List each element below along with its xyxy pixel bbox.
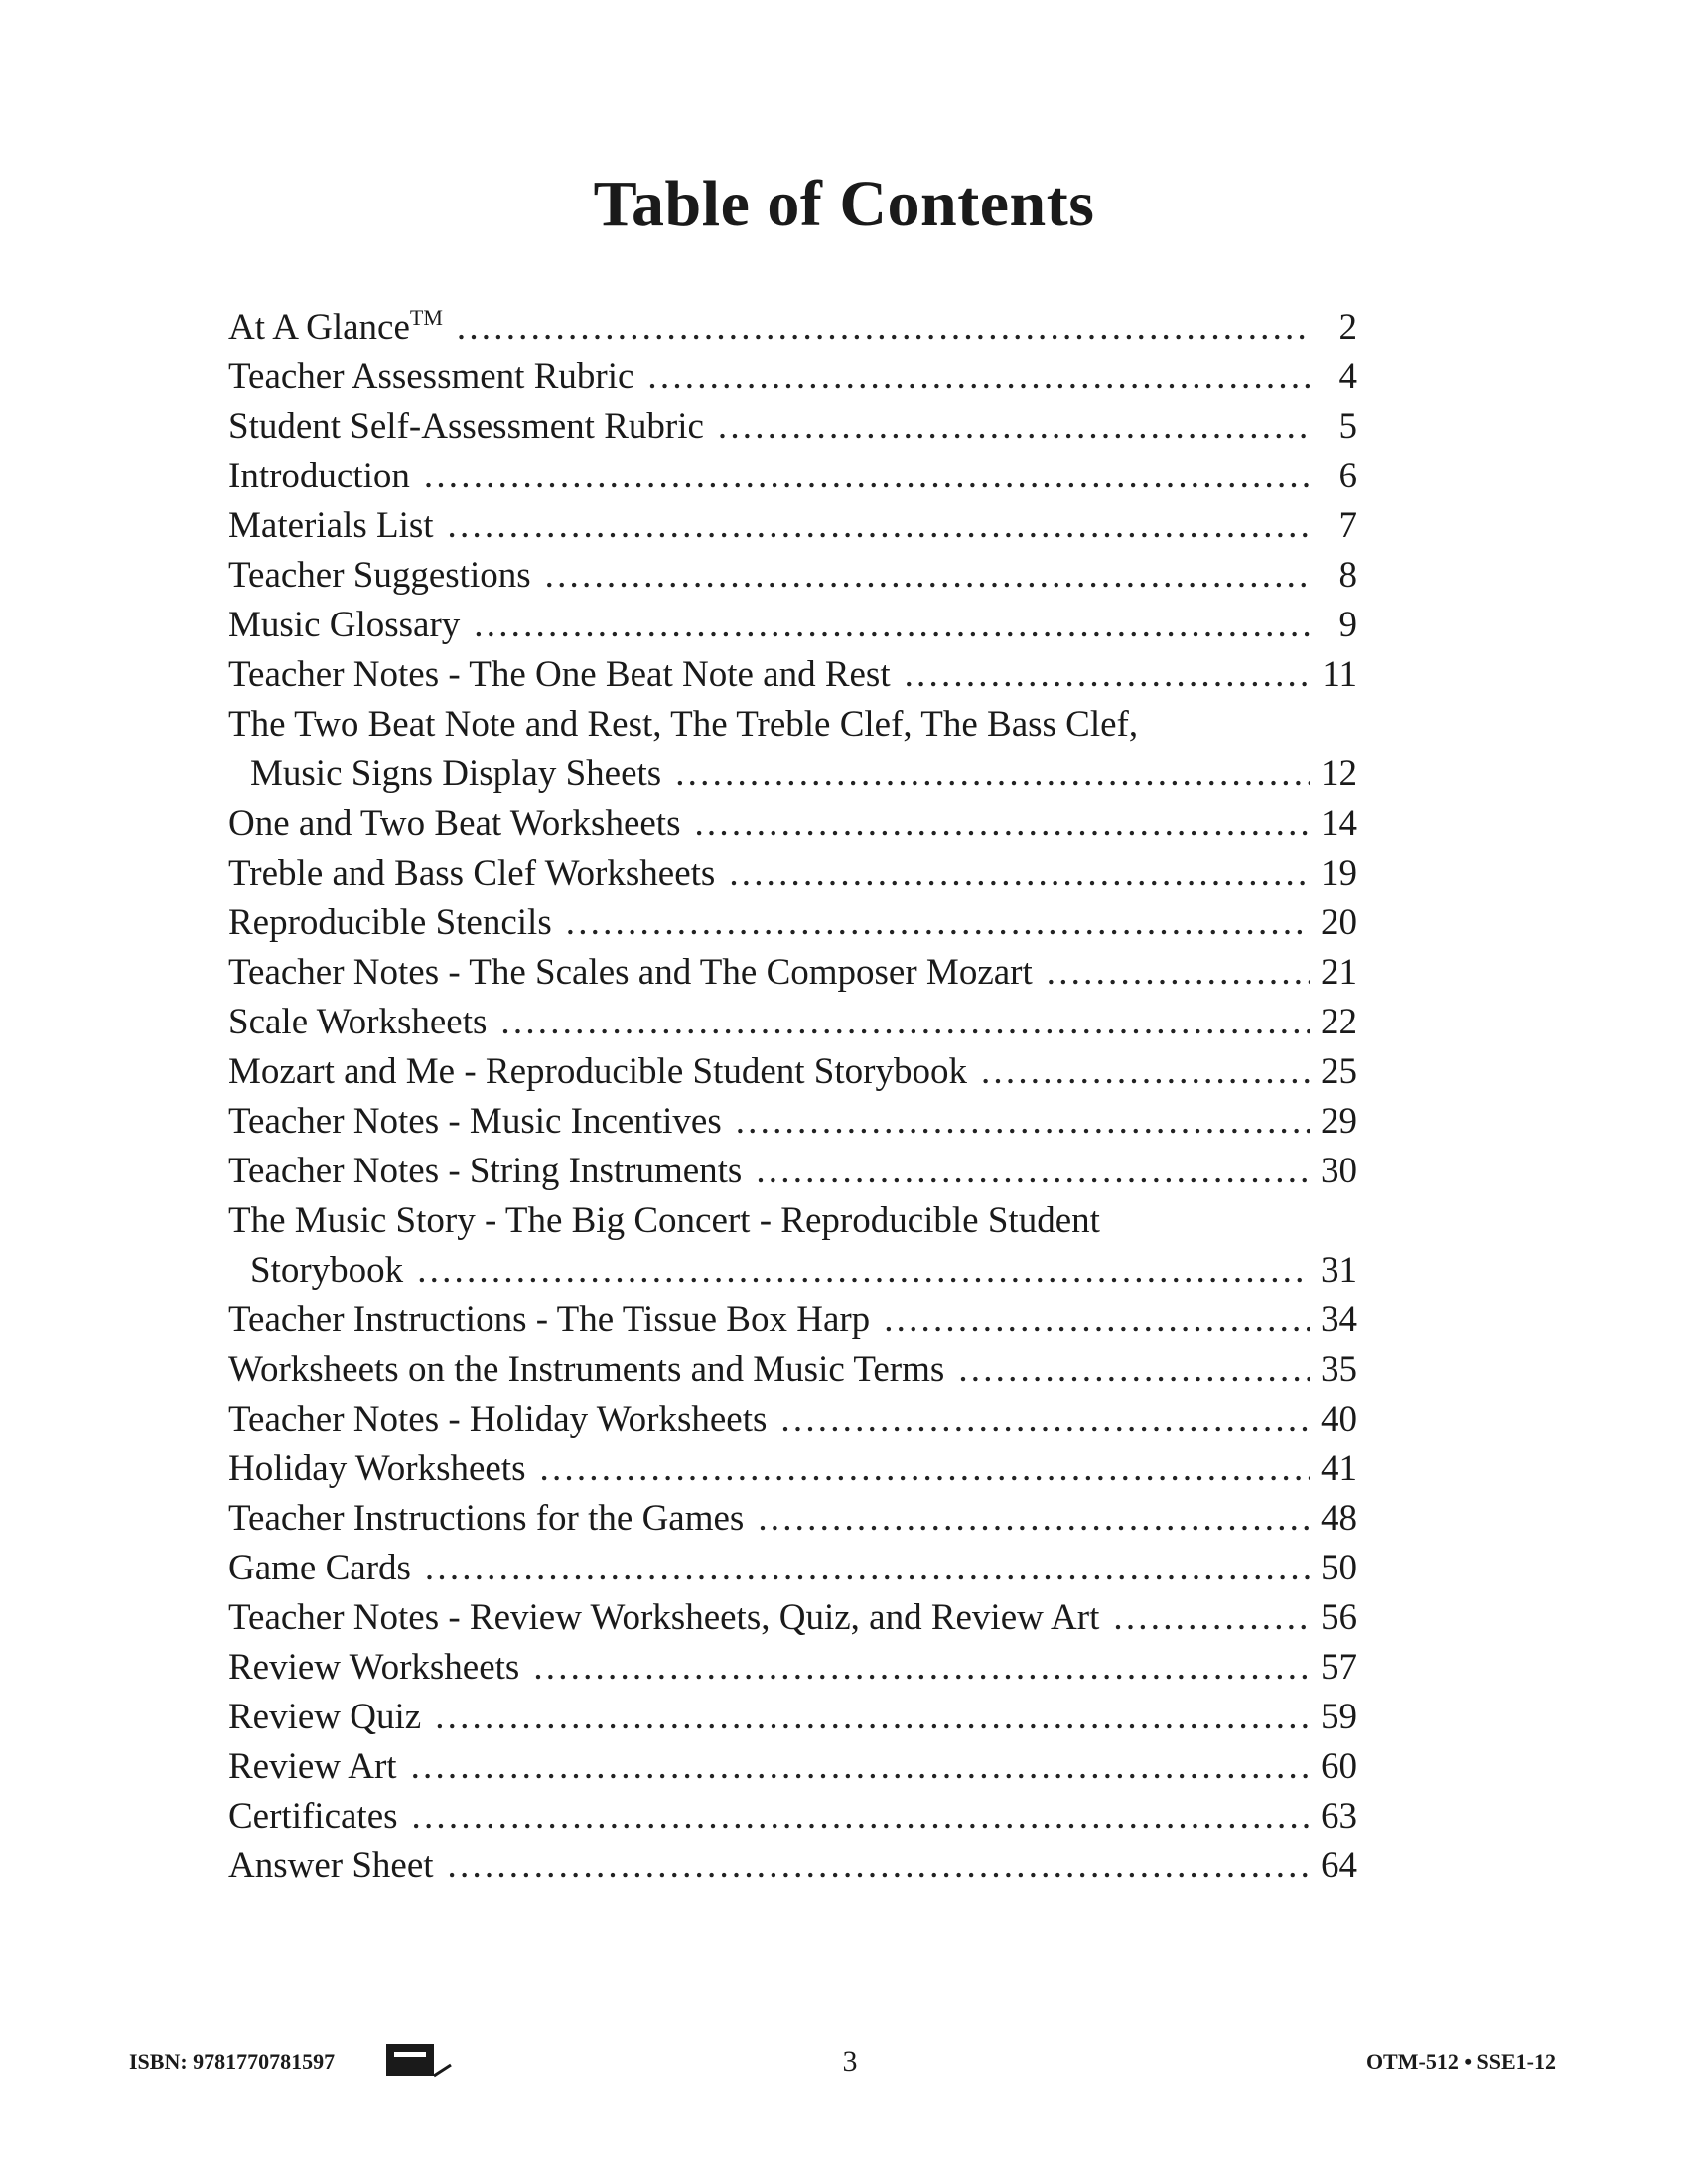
toc-entry-page: 50 bbox=[1321, 1548, 1357, 1588]
toc-entry-text: Materials List bbox=[228, 505, 434, 546]
toc-entry[interactable] bbox=[228, 1395, 1357, 1444]
toc-entry[interactable] bbox=[228, 1792, 1357, 1842]
toc-entry-label bbox=[228, 948, 1047, 998]
page-title: Table of Contents bbox=[593, 168, 1095, 240]
toc-entry[interactable] bbox=[228, 303, 1357, 352]
dot-leader bbox=[457, 303, 1310, 352]
toc-entry-label bbox=[228, 1047, 981, 1097]
toc-entry[interactable] bbox=[228, 898, 1357, 948]
toc-entry-page: 2 bbox=[1338, 307, 1357, 347]
toc-entry-page: 56 bbox=[1321, 1597, 1357, 1638]
dot-leader bbox=[411, 1742, 1310, 1792]
toc-entry-text: One and Two Beat Worksheets bbox=[228, 803, 681, 844]
toc-entry-label bbox=[228, 849, 729, 898]
toc-entry-page: 11 bbox=[1322, 654, 1357, 695]
dot-leader bbox=[566, 898, 1310, 948]
toc-entry-label bbox=[228, 551, 545, 601]
toc-entry[interactable] bbox=[228, 1544, 1357, 1593]
toc-entry[interactable] bbox=[228, 1345, 1357, 1395]
toc-entry[interactable] bbox=[228, 501, 1357, 551]
toc-entry-text: Review Art bbox=[228, 1746, 397, 1787]
toc-entry-page: 25 bbox=[1321, 1051, 1357, 1092]
toc-entry-label bbox=[228, 1246, 417, 1296]
toc-entry-label: The Two Beat Note and Rest, The Treble Clef, The Bass Clef, bbox=[228, 704, 1139, 745]
toc-entry-text: Holiday Worksheets bbox=[228, 1448, 526, 1489]
dot-leader bbox=[1047, 948, 1310, 998]
toc-entry-text: Storybook bbox=[250, 1250, 404, 1291]
toc-entry[interactable] bbox=[228, 650, 1357, 700]
toc-entry-page: 9 bbox=[1338, 605, 1357, 645]
toc-entry-text: Teacher Notes - Music Incentives bbox=[228, 1101, 722, 1142]
toc-entry-label bbox=[228, 1544, 425, 1593]
toc-entry-page: 20 bbox=[1321, 902, 1357, 943]
toc-entry-label bbox=[228, 601, 474, 650]
dot-leader bbox=[424, 452, 1310, 501]
toc-entry-page: 8 bbox=[1338, 555, 1357, 596]
toc-entry[interactable] bbox=[228, 1097, 1357, 1147]
toc-entry[interactable] bbox=[228, 1742, 1357, 1792]
toc-entry-text: Introduction bbox=[228, 456, 410, 496]
toc-entry-page: 40 bbox=[1321, 1399, 1357, 1439]
toc-entry-text: Student Self-Assessment Rubric bbox=[228, 406, 704, 447]
toc-entry-text: Teacher Notes - Holiday Worksheets bbox=[228, 1399, 768, 1439]
toc-entry-page: 35 bbox=[1321, 1349, 1357, 1390]
toc-entry[interactable] bbox=[228, 1494, 1357, 1544]
toc-entry[interactable] bbox=[228, 1047, 1357, 1097]
toc-entry-text: Music Signs Display Sheets bbox=[250, 753, 662, 794]
toc-entry-label bbox=[228, 501, 448, 551]
dot-leader bbox=[884, 1296, 1310, 1345]
dot-leader bbox=[675, 750, 1310, 799]
toc-entry-text: Teacher Notes - String Instruments bbox=[228, 1151, 743, 1191]
toc-entry-page: 14 bbox=[1321, 803, 1357, 844]
toc-entry-text: Review Quiz bbox=[228, 1697, 422, 1737]
toc-entry-page: 30 bbox=[1321, 1151, 1357, 1191]
toc-entry-page: 5 bbox=[1338, 406, 1357, 447]
toc-entry[interactable] bbox=[228, 799, 1357, 849]
dot-leader bbox=[448, 501, 1310, 551]
toc-entry-label bbox=[228, 1842, 448, 1891]
dot-leader bbox=[981, 1047, 1310, 1097]
toc-entry-page: 63 bbox=[1321, 1796, 1357, 1837]
isbn: ISBN: 9781770781597 bbox=[129, 2049, 336, 2074]
toc-entry[interactable] bbox=[228, 452, 1357, 501]
toc-entry-label bbox=[228, 1147, 756, 1196]
toc-entry-label bbox=[228, 402, 718, 452]
dot-leader bbox=[417, 1246, 1310, 1296]
toc-entry[interactable] bbox=[228, 1643, 1357, 1693]
toc-entry-page: 34 bbox=[1321, 1299, 1357, 1340]
toc-entry[interactable] bbox=[228, 1147, 1357, 1196]
toc-entry-page: 19 bbox=[1321, 853, 1357, 893]
toc-entry-page: 64 bbox=[1321, 1845, 1357, 1886]
toc-entry-text: Review Worksheets bbox=[228, 1647, 520, 1688]
toc-entry-page: 7 bbox=[1338, 505, 1357, 546]
toc-entry-label bbox=[228, 1792, 412, 1842]
toc-entry[interactable] bbox=[228, 352, 1357, 402]
dot-leader bbox=[533, 1643, 1310, 1693]
toc-entry-text: Teacher Notes - The Scales and The Composer Mozart bbox=[228, 952, 1033, 993]
toc-entry-page: 4 bbox=[1338, 356, 1357, 397]
dot-leader bbox=[718, 402, 1310, 452]
dot-leader bbox=[435, 1693, 1310, 1742]
toc-entry-page: 29 bbox=[1321, 1101, 1357, 1142]
toc-entry-label bbox=[228, 799, 694, 849]
dot-leader bbox=[425, 1544, 1310, 1593]
toc-entry-text: Music Glossary bbox=[228, 605, 461, 645]
toc-entry[interactable] bbox=[228, 1246, 1357, 1296]
toc-entry[interactable] bbox=[228, 1842, 1357, 1891]
toc-entry-page: 31 bbox=[1321, 1250, 1357, 1291]
toc-entry[interactable] bbox=[228, 1444, 1357, 1494]
toc-entry-label bbox=[228, 352, 647, 402]
page-footer bbox=[0, 2043, 1688, 2083]
dot-leader bbox=[474, 601, 1310, 650]
toc-entry-label bbox=[228, 750, 675, 799]
toc-entry-label bbox=[228, 998, 500, 1047]
toc-entry[interactable] bbox=[228, 1693, 1357, 1742]
product-code: OTM-512 • SSE1-12 bbox=[1365, 2049, 1556, 2074]
dot-leader bbox=[780, 1395, 1310, 1444]
toc-entry[interactable] bbox=[228, 998, 1357, 1047]
toc-entry-text: At A Glance bbox=[228, 307, 410, 347]
dot-leader bbox=[756, 1147, 1310, 1196]
toc-entry-text: Teacher Instructions for the Games bbox=[228, 1498, 745, 1539]
toc-entry-text: Teacher Instructions - The Tissue Box Harp bbox=[228, 1299, 871, 1340]
dot-leader bbox=[694, 799, 1310, 849]
dot-leader bbox=[905, 650, 1310, 700]
toc-entry-line bbox=[228, 1196, 1357, 1246]
table-of-contents bbox=[228, 303, 1357, 1891]
toc-entry-text: Mozart and Me - Reproducible Student Storybook bbox=[228, 1051, 967, 1092]
toc-entry-page: 41 bbox=[1321, 1448, 1357, 1489]
toc-entry-page: 21 bbox=[1321, 952, 1357, 993]
dot-leader bbox=[736, 1097, 1310, 1147]
dot-leader bbox=[729, 849, 1310, 898]
dot-leader bbox=[958, 1345, 1310, 1395]
toc-entry-label: The Music Story - The Big Concert - Reproducible Student bbox=[228, 1200, 1100, 1241]
toc-entry-text: Game Cards bbox=[228, 1548, 411, 1588]
toc-entry-label bbox=[228, 650, 905, 700]
toc-entry[interactable] bbox=[228, 849, 1357, 898]
toc-entry[interactable] bbox=[228, 551, 1357, 601]
toc-entry-label bbox=[228, 1593, 1113, 1643]
dot-leader bbox=[540, 1444, 1311, 1494]
trademark-mark: TM bbox=[409, 305, 443, 330]
toc-entry[interactable] bbox=[228, 1296, 1357, 1345]
toc-entry[interactable] bbox=[228, 948, 1357, 998]
toc-entry-label bbox=[228, 303, 457, 352]
toc-entry-page: 59 bbox=[1321, 1697, 1357, 1737]
dot-leader bbox=[448, 1842, 1310, 1891]
toc-entry-label bbox=[228, 1693, 435, 1742]
toc-entry-page: 22 bbox=[1321, 1002, 1357, 1042]
toc-entry[interactable] bbox=[228, 402, 1357, 452]
toc-entry-line bbox=[228, 700, 1357, 750]
toc-entry-label bbox=[228, 1643, 533, 1693]
toc-entry-label bbox=[228, 898, 566, 948]
toc-entry-text: Reproducible Stencils bbox=[228, 902, 552, 943]
toc-entry-text: Teacher Notes - The One Beat Note and Rest bbox=[228, 654, 891, 695]
dot-leader bbox=[412, 1792, 1310, 1842]
toc-entry-text: Treble and Bass Clef Worksheets bbox=[228, 853, 716, 893]
toc-entry-text: Scale Worksheets bbox=[228, 1002, 488, 1042]
toc-entry-label bbox=[228, 1494, 758, 1544]
toc-entry[interactable] bbox=[228, 1593, 1357, 1643]
dot-leader bbox=[545, 551, 1310, 601]
toc-entry-page: 48 bbox=[1321, 1498, 1357, 1539]
dot-leader bbox=[1113, 1593, 1310, 1643]
toc-entry-label bbox=[228, 1345, 958, 1395]
toc-entry[interactable] bbox=[228, 601, 1357, 650]
toc-entry-label bbox=[228, 452, 424, 501]
dot-leader bbox=[500, 998, 1310, 1047]
dot-leader bbox=[647, 352, 1310, 402]
toc-entry[interactable] bbox=[228, 750, 1357, 799]
toc-entry-page: 12 bbox=[1321, 753, 1357, 794]
toc-entry-text: Teacher Suggestions bbox=[228, 555, 531, 596]
toc-entry-label bbox=[228, 1742, 411, 1792]
toc-entry-text: Answer Sheet bbox=[228, 1845, 434, 1886]
toc-entry-page: 6 bbox=[1338, 456, 1357, 496]
toc-entry-page: 60 bbox=[1321, 1746, 1357, 1787]
page-number: 3 bbox=[842, 2045, 858, 2078]
toc-entry-page: 57 bbox=[1321, 1647, 1357, 1688]
toc-entry-label bbox=[228, 1097, 736, 1147]
toc-entry-text: Certificates bbox=[228, 1796, 398, 1837]
toc-entry-text: Teacher Assessment Rubric bbox=[228, 356, 634, 397]
toc-entry-text: Worksheets on the Instruments and Music Terms bbox=[228, 1349, 945, 1390]
toc-entry-label bbox=[228, 1444, 540, 1494]
dot-leader bbox=[758, 1494, 1310, 1544]
toc-entry-text: Teacher Notes - Review Worksheets, Quiz, and Review Art bbox=[228, 1597, 1100, 1638]
toc-entry-label bbox=[228, 1395, 780, 1444]
toc-entry-label bbox=[228, 1296, 884, 1345]
